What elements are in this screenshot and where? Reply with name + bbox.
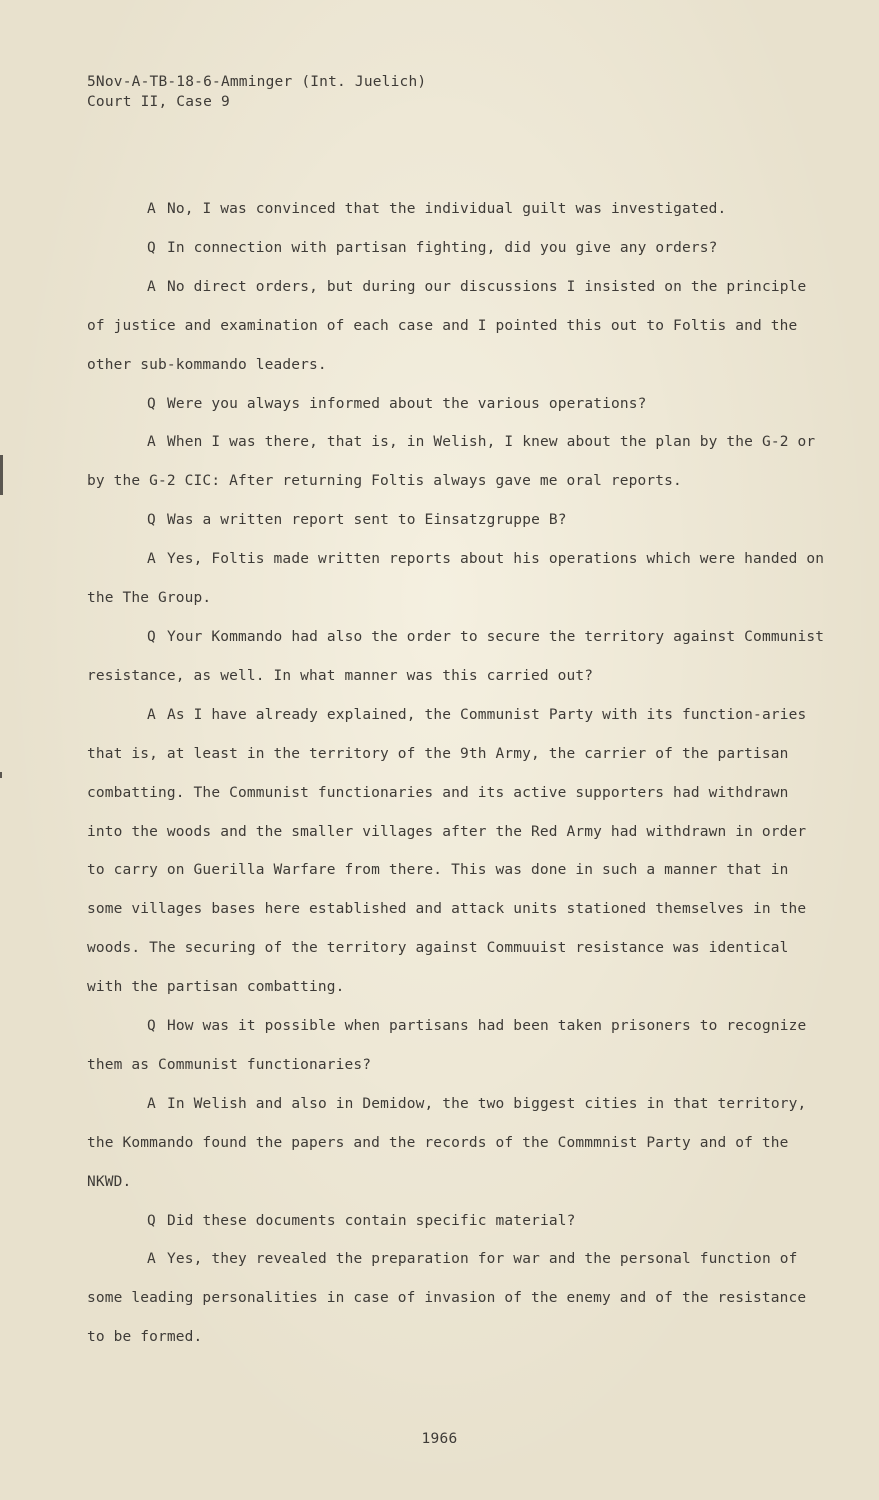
speaker-label: Q — [147, 239, 156, 256]
answer-paragraph — [87, 268, 827, 385]
speaker-label: Q — [147, 395, 156, 412]
document-header — [87, 72, 426, 112]
page-number: 1966 — [421, 1431, 458, 1447]
paragraph-text: Were you always informed about the various operations? — [167, 395, 647, 412]
paragraph-text: Yes, they revealed the preparation for war and the personal function of some leading personalities in case of invasion of the enemy and of the resistance to be formed. — [87, 1251, 807, 1346]
paragraph-text: When I was there, that is, in Welish, I knew about the plan by the G-2 or by the G-2 CIC: After returning Foltis always gave me oral reports. — [87, 434, 816, 490]
paragraph-text: Did these documents contain specific material? — [167, 1212, 576, 1229]
answer-paragraph — [87, 540, 827, 618]
answer-paragraph — [87, 1240, 827, 1357]
speaker-label: Q — [147, 628, 156, 645]
speaker-label: A — [147, 1095, 156, 1112]
speaker-label: A — [147, 201, 156, 217]
paragraph-text: Your Kommando had also the order to secure the territory against Communist resistance, as well. In what manner was this carried out? — [87, 628, 825, 684]
speaker-label: Q — [147, 1212, 156, 1229]
answer-paragraph — [87, 1085, 827, 1202]
paragraph-text: No, I was convinced that the individual guilt was investigated. — [167, 201, 727, 217]
answer-paragraph — [87, 696, 827, 1007]
question-paragraph — [87, 229, 827, 268]
transcript-body — [87, 190, 827, 1357]
answer-paragraph — [87, 423, 827, 501]
speaker-label: A — [147, 1251, 156, 1268]
paragraph-text: Was a written report sent to Einsatzgruppe B? — [167, 512, 567, 529]
scan-edge-mark — [0, 772, 2, 778]
question-paragraph — [87, 618, 827, 696]
speaker-label: Q — [147, 512, 156, 529]
header-court-line: Court II, Case 9 — [87, 94, 230, 110]
question-paragraph — [87, 501, 827, 540]
question-paragraph — [87, 1202, 827, 1241]
speaker-label: Q — [147, 1018, 156, 1035]
paragraph-text: No direct orders, but during our discussions I insisted on the principle of justice and examination of each case and I pointed this out to Foltis and the other sub-kommando leaders. — [87, 278, 807, 373]
speaker-label: A — [147, 434, 156, 451]
paragraph-text: As I have already explained, the Communist Party with its function-aries that is, at least in the territory of the 9th Army, the carrier of the partisan combatting. The Communist functionaries and its active supporters had withdrawn into the woods and the smaller villages after the Red Army had withdrawn in order to carry on Guerilla Warfare from there. This was done in such a manner that in some villages bases here established and attack units stationed themselves in the woods. The securing of the territory against Commuuist resistance was identical with the partisan combatting. — [87, 706, 807, 996]
paragraph-text: How was it possible when partisans had been taken prisoners to recognize them as Communist functionaries? — [87, 1018, 807, 1073]
answer-paragraph — [87, 190, 827, 229]
paragraph-text: Yes, Foltis made written reports about his operations which were handed on the The Group. — [87, 551, 825, 607]
speaker-label: A — [147, 706, 156, 723]
speaker-label: A — [147, 278, 156, 295]
paragraph-text: In Welish and also in Demidow, the two biggest cities in that territory, the Kommando found the papers and the records of the Commmnist Party and of the NKWD. — [87, 1095, 807, 1190]
question-paragraph — [87, 1007, 827, 1085]
paragraph-text: In connection with partisan fighting, did you give any orders? — [167, 239, 718, 256]
scan-edge-mark — [0, 455, 3, 495]
header-reference-line: 5Nov-A-TB-18-6-Amminger (Int. Juelich) — [87, 74, 427, 90]
speaker-label: A — [147, 551, 156, 568]
question-paragraph — [87, 385, 827, 424]
